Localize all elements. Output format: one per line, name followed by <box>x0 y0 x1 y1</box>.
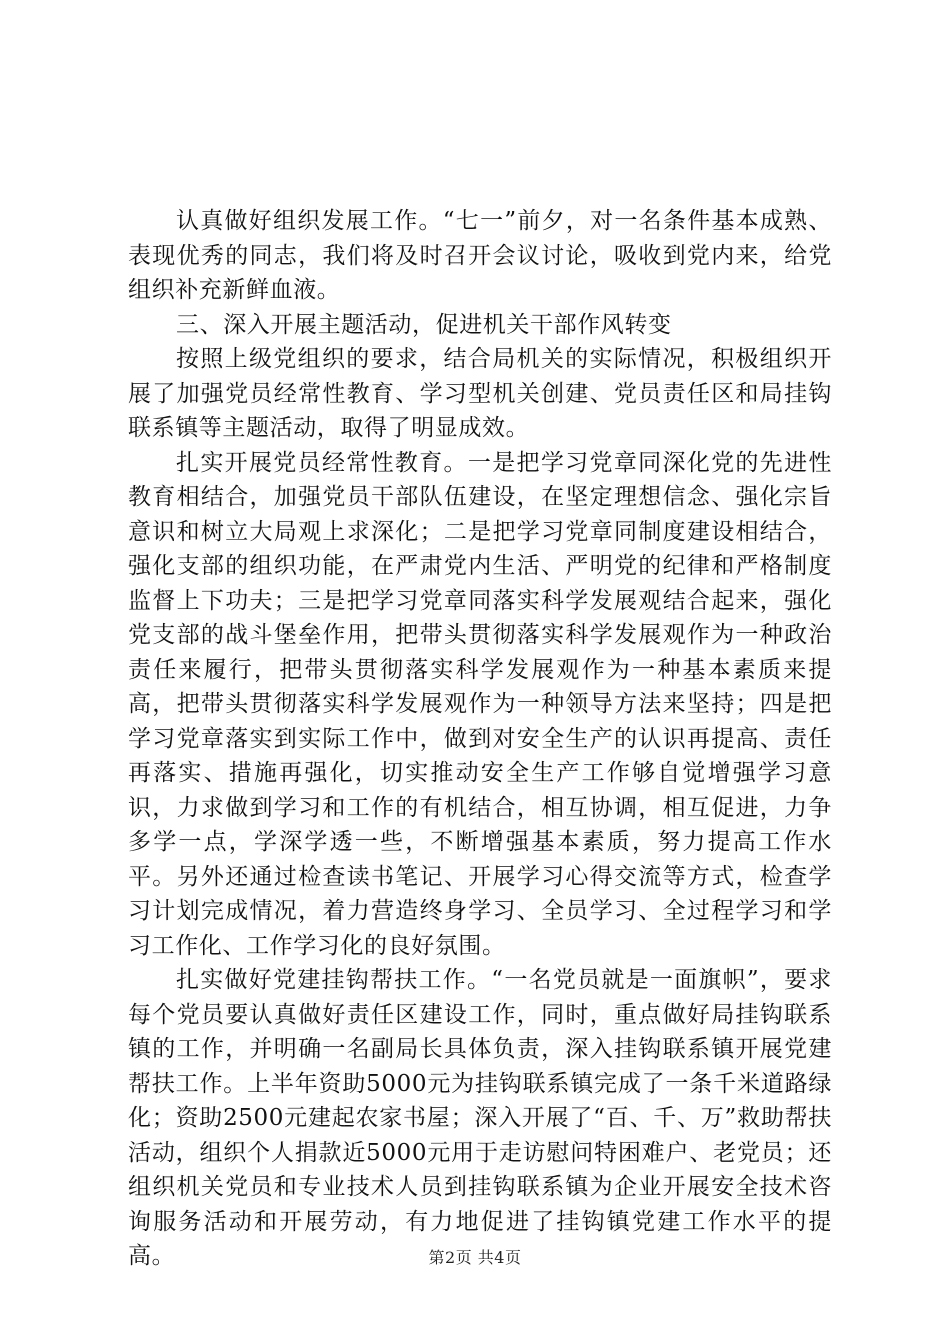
paragraph-member-education: 扎实开展党员经常性教育。一是把学习党章同深化党的先进性教育相结合，加强党员干部队伍建设，在坚定理想信念、强化宗旨意识和树立大局观上求深化；二是把学习党章同制度建设相结合，强化支部的组织功能，在严肃党内生活、严明党的纪律和严格制度监督上下功夫；三是把学习党章同落实科学发展观结合起来，强化党支部的战斗堡垒作用，把带头贯彻落实科学发展观作为一种政治责任来履行，把带头贯彻落实科学发展观作为一种基本素质来提高，把带头贯彻落实科学发展观作为一种领导方法来坚持；四是把学习党章落实到实际工作中，做到对安全生产的认识再提高、责任再落实、措施再强化，切实推动安全生产工作够自觉增强学习意识，力求做到学习和工作的有机结合，相互协调，相互促进，力争多学一点，学深学透一些，不断增强基本素质，努力提高工作水平。另外还通过检查读书笔记、开展学习心得交流等方式，检查学习计划完成情况，着力营造终身学习、全员学习、全过程学习和学习工作化、工作学习化的良好氛围。 <box>128 449 832 959</box>
paragraph-organization-development: 认真做好组织发展工作。“七一”前夕，对一名条件基本成熟、表现优秀的同志，我们将及时召开会议讨论，吸收到党内来，给党组织补充新鲜血液。 <box>128 208 832 303</box>
document-body <box>128 204 832 1274</box>
section-heading-theme-activities: 三、深入开展主题活动，促进机关干部作风转变 <box>176 311 672 338</box>
page-number-footer: 第2页 共4页 <box>428 1248 522 1267</box>
paragraph-theme-activities-overview: 按照上级党组织的要求，结合局机关的实际情况，积极组织开展了加强党员经常性教育、学习型机关创建、党员责任区和局挂钩联系镇等主题活动，取得了明显成效。 <box>128 346 832 441</box>
paragraph-party-building-assistance: 扎实做好党建挂钩帮扶工作。“一名党员就是一面旗帜”，要求每个党员要认真做好责任区建设工作，同时，重点做好局挂钩联系镇的工作，并明确一名副局长具体负责，深入挂钩联系镇开展党建帮扶工作。上半年资助5000元为挂钩联系镇完成了一条千米道路绿化；资助2500元建起农家书屋；深入开展了“百、千、万”救助帮扶活动，组织个人捐款近5000元用于走访慰问特困难户、老党员；还组织机关党员和专业技术人员到挂钩联系镇为企业开展安全技术咨询服务活动和开展劳动，有力地促进了挂钩镇党建工作水平的提高。 <box>128 967 832 1269</box>
